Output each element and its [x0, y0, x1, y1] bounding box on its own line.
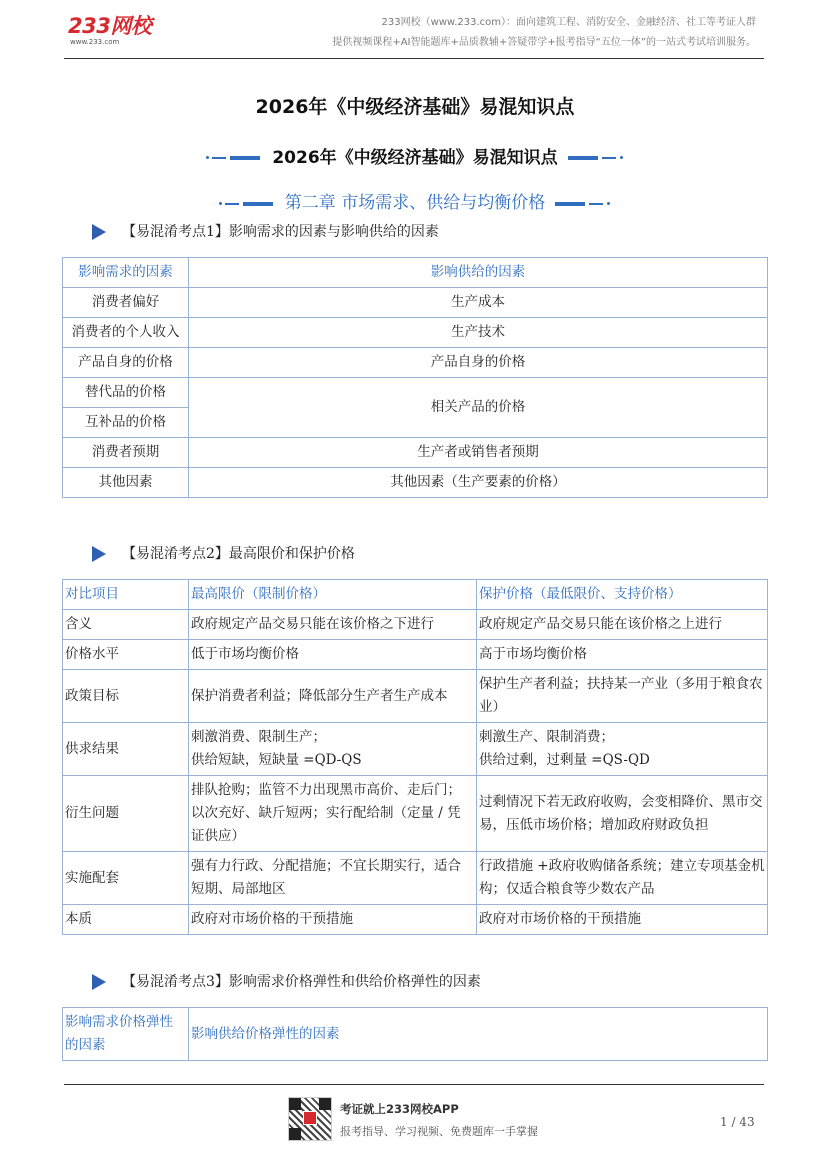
table-cell: 过剩情况下若无政府收购，会变相降价、黑市交易，压低市场价格；增加政府财政负担	[477, 776, 768, 852]
table-cell: 刺激消费、限制生产； 供给短缺，短缺量 =QD-QS	[189, 723, 477, 776]
table-cell: 消费者的个人收入	[63, 318, 189, 348]
table-row	[63, 318, 768, 348]
table-cell: 保护消费者利益；降低部分生产者生产成本	[189, 670, 477, 723]
table-row	[63, 348, 768, 378]
footer-divider	[64, 1084, 764, 1085]
table-header-cell: 对比项目	[63, 580, 189, 610]
table-header-cell: 保护价格（最低限价、支持价格）	[477, 580, 768, 610]
table-header-row	[63, 258, 768, 288]
table-row	[63, 610, 768, 640]
table-header-cell: 影响供给的因素	[189, 258, 768, 288]
logo-url: www.233.com	[70, 38, 120, 46]
table-header-row	[63, 580, 768, 610]
table-cell: 政府对市场价格的干预措施	[477, 905, 768, 935]
table-cell: 含义	[63, 610, 189, 640]
demand-supply-factors-table	[62, 257, 768, 498]
table-cell: 政府规定产品交易只能在该价格之上进行	[477, 610, 768, 640]
header-tagline-1: 233网校（www.233.com）：面向建筑工程、消防安全、金融经济、社工等考证人群	[381, 17, 756, 28]
qr-logo-icon	[303, 1111, 317, 1125]
table-row	[63, 468, 768, 498]
table-cell: 相关产品的价格	[189, 378, 768, 438]
table-row	[63, 723, 768, 776]
table-cell: 本质	[63, 905, 189, 935]
header-tagline-2: 提供视频课程+AI智能题库+品质教辅+答疑带学+报考指导“五位一体”的一站式考试培训服务。	[332, 37, 756, 48]
document-subtitle	[0, 143, 830, 168]
table-cell: 刺激生产、限制消费； 供给过剩，过剩量 =QS-QD	[477, 723, 768, 776]
arrow-icon	[92, 224, 106, 240]
table-row	[63, 905, 768, 935]
table-row	[63, 378, 768, 408]
table-header-cell: 影响需求的因素	[63, 258, 189, 288]
footer-app-tagline: 报考指导、学习视频、免费题库一手掌握	[340, 1125, 538, 1138]
section-heading-3	[92, 971, 481, 991]
table-cell: 衍生问题	[63, 776, 189, 852]
section-heading-text: 【易混淆考点3】影响需求价格弹性和供给价格弹性的因素	[122, 974, 481, 990]
table-cell: 消费者预期	[63, 438, 189, 468]
table-cell: 行政措施 +政府收购储备系统；建立专项基金机构；仅适合粮食等少数农产品	[477, 852, 768, 905]
table-header-row	[63, 1008, 768, 1061]
price-control-table	[62, 579, 768, 935]
elasticity-factors-table	[62, 1007, 768, 1061]
table-cell: 其他因素（生产要素的价格）	[189, 468, 768, 498]
table-cell: 产品自身的价格	[63, 348, 189, 378]
table-row	[63, 776, 768, 852]
page-header	[0, 0, 830, 60]
table-row	[63, 670, 768, 723]
section-heading-1	[92, 221, 439, 241]
left-decoration-icon	[206, 154, 262, 162]
table-row	[63, 640, 768, 670]
chapter-heading	[0, 188, 830, 213]
table-cell: 供求结果	[63, 723, 189, 776]
table-cell: 替代品的价格	[63, 378, 189, 408]
table-cell: 实施配套	[63, 852, 189, 905]
section-heading-2	[92, 543, 355, 563]
table-cell: 产品自身的价格	[189, 348, 768, 378]
right-decoration-icon	[555, 200, 611, 208]
table-cell: 政府规定产品交易只能在该价格之下进行	[189, 610, 477, 640]
arrow-icon	[92, 974, 106, 990]
logo-text: 233网校	[68, 14, 152, 38]
table-cell: 低于市场均衡价格	[189, 640, 477, 670]
header-divider	[64, 58, 764, 59]
table-cell: 价格水平	[63, 640, 189, 670]
site-logo[interactable]	[68, 10, 151, 46]
page-number: 1 / 43	[720, 1115, 755, 1129]
table-cell: 生产者或销售者预期	[189, 438, 768, 468]
table-cell: 政策目标	[63, 670, 189, 723]
arrow-icon	[92, 546, 106, 562]
table-cell: 生产成本	[189, 288, 768, 318]
table-row	[63, 288, 768, 318]
table-cell: 消费者偏好	[63, 288, 189, 318]
right-decoration-icon	[568, 154, 624, 162]
table-cell: 政府对市场价格的干预措施	[189, 905, 477, 935]
table-row	[63, 438, 768, 468]
table-header-cell: 影响需求价格弹性的因素	[63, 1008, 189, 1061]
section-heading-text: 【易混淆考点1】影响需求的因素与影响供给的因素	[122, 224, 439, 240]
table-header-cell: 最高限价（限制价格）	[189, 580, 477, 610]
table-cell: 排队抢购；监管不力出现黑市高价、走后门；以次充好、缺斤短两；实行配给制（定量 / 凭证供应）	[189, 776, 477, 852]
table-cell: 互补品的价格	[63, 408, 189, 438]
table-row	[63, 852, 768, 905]
table-cell: 高于市场均衡价格	[477, 640, 768, 670]
table-cell: 保护生产者利益；扶持某一产业（多用于粮食农业）	[477, 670, 768, 723]
table-cell: 强有力行政、分配措施；不宜长期实行，适合短期、局部地区	[189, 852, 477, 905]
footer-app-title: 考证就上233网校APP	[340, 1102, 459, 1116]
table-cell: 其他因素	[63, 468, 189, 498]
table-header-cell: 影响供给价格弹性的因素	[189, 1008, 768, 1061]
table-cell: 生产技术	[189, 318, 768, 348]
section-heading-text: 【易混淆考点2】最高限价和保护价格	[122, 546, 355, 562]
document-title: 2026年《中级经济基础》易混知识点	[255, 96, 575, 118]
subtitle-text: 2026年《中级经济基础》易混知识点	[272, 148, 558, 168]
left-decoration-icon	[219, 200, 275, 208]
chapter-text: 第二章 市场需求、供给与均衡价格	[284, 193, 546, 213]
